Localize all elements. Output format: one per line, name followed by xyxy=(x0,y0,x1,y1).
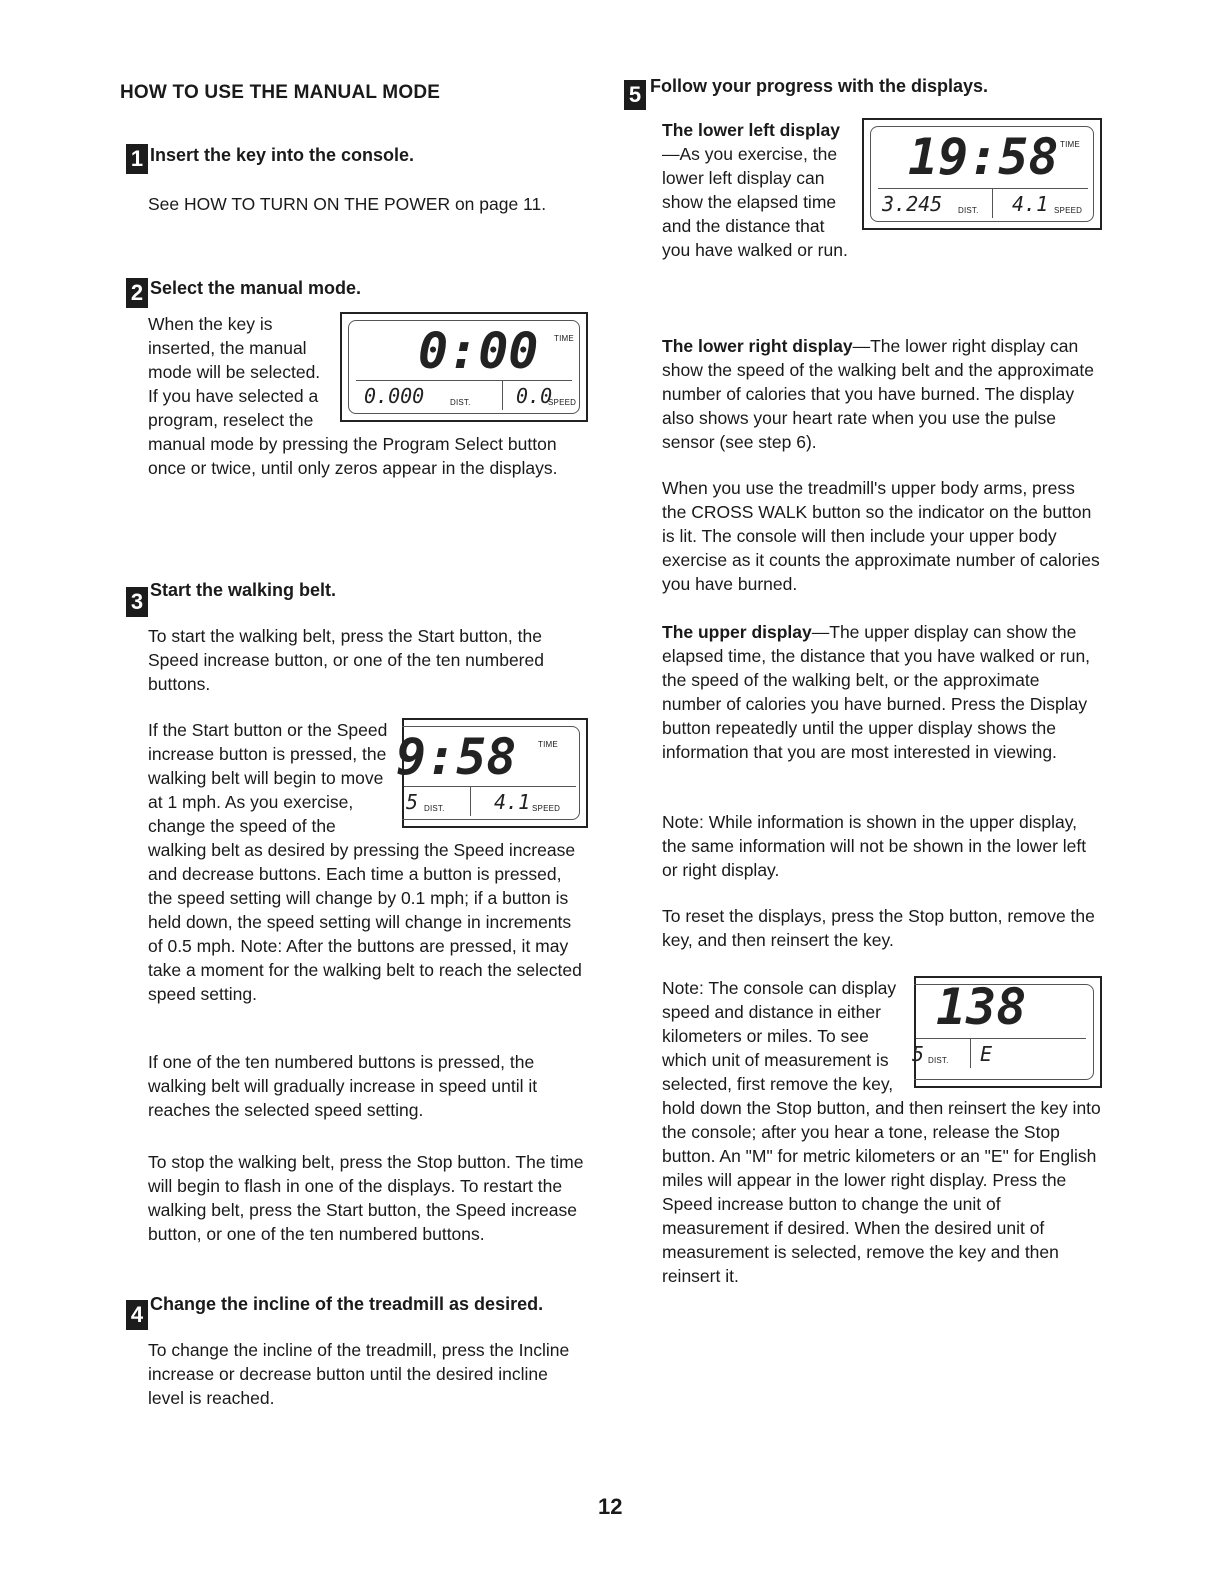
upper-display-body: —The upper display can show the elapsed time, the distance that you have walked or run, the speed of the walking belt, or the approximate number of calories you have burned. Press the Display button repeatedly until the upper display shows the information that you are most interested in viewing. xyxy=(662,622,1091,762)
step-3-p1: To start the walking belt, press the Start button, the Speed increase button, or one of the ten numbered buttons. xyxy=(148,626,544,694)
page-number: 12 xyxy=(598,1494,623,1519)
section-title: HOW TO USE THE MANUAL MODE xyxy=(120,82,441,103)
lcd-left-value: 3.245 xyxy=(882,192,943,216)
lower-right-paragraph xyxy=(662,334,1102,454)
lcd-left-value: 0.000 xyxy=(364,384,425,408)
lower-left-label: The lower left display xyxy=(662,120,840,140)
lcd-dist-label: DIST. xyxy=(424,804,445,813)
step-4-badge: 4 xyxy=(126,1300,148,1330)
lcd-upper-value: 19:58 xyxy=(908,128,1059,186)
step-3-p4: To stop the walking belt, press the Stop button. The time will begin to flash in one of the displays. To restart the walking belt, press the Start button, the Speed increase button, or one of the ten numbered buttons. xyxy=(148,1152,584,1244)
lower-right-label: The lower right display xyxy=(662,336,853,356)
lcd-display-start xyxy=(396,718,588,828)
lcd-upper-value: 9:58 xyxy=(396,728,517,786)
upper-display-paragraph xyxy=(662,620,1102,764)
step-4-title: Change the incline of the treadmill as desired. xyxy=(150,1294,544,1314)
lcd-right-value: 4.1 xyxy=(1012,192,1049,216)
step-1-body: See HOW TO TURN ON THE POWER on page 11. xyxy=(148,194,547,214)
lcd-dist-label: DIST. xyxy=(958,206,979,215)
lower-left-body: —As you exercise, the lower left display can show the elapsed time and the distance that you have walked or run. xyxy=(662,144,848,260)
step-5-title: Follow your progress with the displays. xyxy=(650,76,989,96)
step-2-badge: 2 xyxy=(126,278,148,308)
lcd-display-zeros xyxy=(340,312,588,422)
units-note-paragraph: Note: The console can display speed and distance in either kilometers or miles. To see which unit of measurement is selected, first remove the key, hold down the Stop button, and then reinsert the key into the console; after you hear a tone, release the Stop button. An "M" for metric kilometers or an "E" for English miles will appear in the lower right display. Press the Speed increase button to change the unit of measurement if desired. When the desired unit of measurement is selected, remove the key and then reinsert it. xyxy=(662,978,1101,1286)
lcd-right-value: 0.0 xyxy=(516,384,553,408)
step-1-title: Insert the key into the console. xyxy=(150,145,415,165)
lcd-left-value: 5 xyxy=(912,1042,925,1066)
step-3-p3: If one of the ten numbered buttons is pressed, the walking belt will gradually increase in speed until it reaches the selected speed setting. xyxy=(148,1052,538,1120)
lcd-speed-label: SPEED xyxy=(532,804,561,813)
step-4-body: To change the incline of the treadmill, press the Incline increase or decrease button until the desired incline level is reached. xyxy=(148,1340,570,1408)
step-1-badge: 1 xyxy=(126,144,148,174)
lcd-dist-label: DIST. xyxy=(450,398,471,407)
step-2-body: When the key is inserted, the manual mode will be selected. If you have selected a program, reselect the manual mode by pressing the Program Select button once or twice, until only zeros appear in the displays. xyxy=(148,314,558,478)
reset-paragraph: To reset the displays, press the Stop button, remove the key, and then reinsert the key. xyxy=(662,906,1095,950)
step-3-badge: 3 xyxy=(126,587,148,617)
lcd-right-value: E xyxy=(980,1042,993,1066)
lcd-left-value: 5 xyxy=(406,790,419,814)
lcd-speed-label: SPEED xyxy=(548,398,577,407)
lcd-time-label: TIME xyxy=(1060,140,1080,149)
step-5-badge: 5 xyxy=(624,80,646,110)
lcd-dist-label: DIST. xyxy=(928,1056,949,1065)
step-2-title: Select the manual mode. xyxy=(150,278,362,298)
note-paragraph: Note: While information is shown in the upper display, the same information will not be shown in the lower left or right display. xyxy=(662,812,1087,880)
lcd-upper-value: 138 xyxy=(936,978,1027,1036)
lcd-speed-label: SPEED xyxy=(1054,206,1083,215)
lcd-upper-value: 0:00 xyxy=(418,322,539,380)
lcd-time-label: TIME xyxy=(538,740,558,749)
lower-right-body: —The lower right display can show the speed of the walking belt and the approximate number of calories that you have burned. The display also shows your heart rate when you use the pulse sensor (see step 6). xyxy=(662,336,1094,452)
step-3-title: Start the walking belt. xyxy=(150,580,337,600)
upper-display-label: The upper display xyxy=(662,622,812,642)
cross-walk-paragraph: When you use the treadmill's upper body arms, press the CROSS WALK button so the indicator on the button is lit. The console will then include your upper body exercise as it counts the approximate number of calories you have burned. xyxy=(662,478,1100,594)
lcd-right-value: 4.1 xyxy=(494,790,531,814)
lcd-display-units xyxy=(914,976,1102,1088)
lcd-time-label: TIME xyxy=(554,334,574,343)
step-3-p2: If the Start button or the Speed increase button is pressed, the walking belt will begin to move at 1 mph. As you exercise, change the speed of the walking belt as desired by pressing the Speed increase and decrease buttons. Each time a button is pressed, the speed setting will change by 0.1 mph; if a button is held down, the speed setting will change in increments of 0.5 mph. Note: After the buttons are pressed, it may take a moment for the walking belt to reach the selected speed setting. xyxy=(148,720,582,1004)
lcd-display-elapsed xyxy=(862,118,1102,230)
